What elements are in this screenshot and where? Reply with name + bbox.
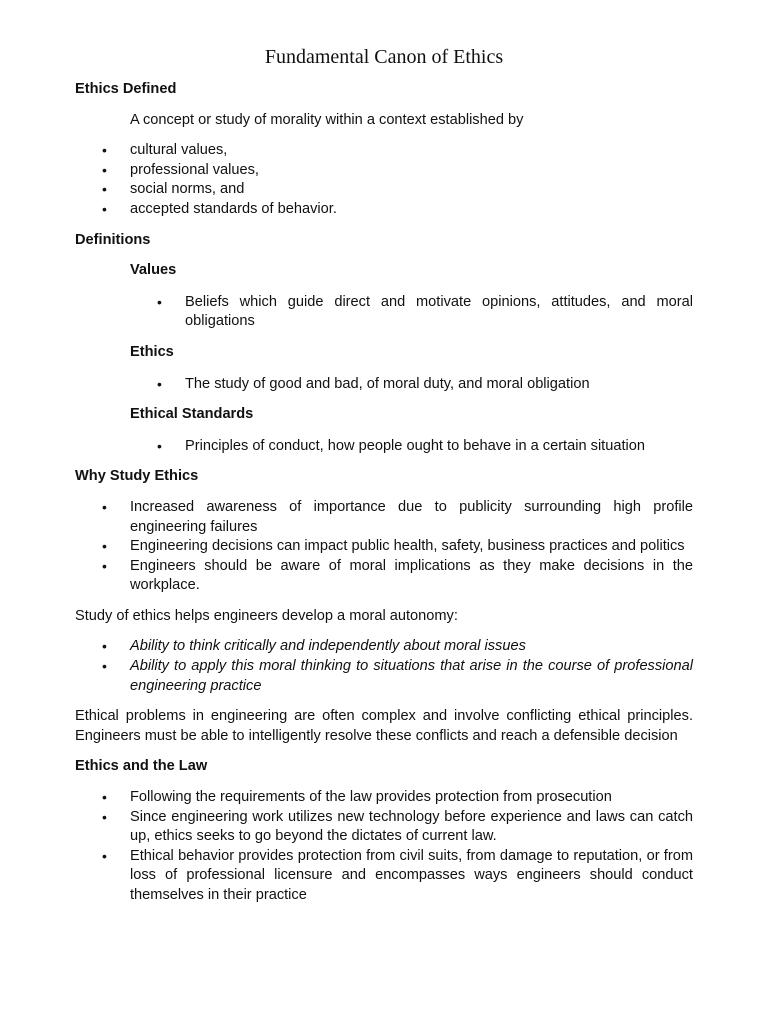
list-item: • Engineers should be aware of moral implications as they make decisions in the workplace. [102, 557, 693, 594]
bullet-icon: • [102, 789, 107, 806]
list-item: • Since engineering work utilizes new technology before experience and laws can catch up, ethics seeks to go beyond the dictates of current law. [102, 808, 693, 845]
list-item: • Ethical behavior provides protection from civil suits, from damage to reputation, or from loss of professional licensure and encompasses ways engineers should conduct themselves in their practice [102, 847, 693, 903]
bullet-icon: • [102, 557, 107, 574]
bullet-icon: • [102, 181, 107, 198]
heading-definitions: Definitions [75, 231, 151, 248]
list-item: • Principles of conduct, how people ought to behave in a certain situation [75, 437, 693, 457]
bullet-icon: • [102, 161, 107, 178]
list-item: • Increased awareness of importance due to publicity surrounding high profile engineering failures [102, 498, 693, 535]
heading-ethics-defined: Ethics Defined [75, 81, 177, 97]
ethics-defined-list [75, 141, 693, 219]
ethical-problems-paragraph: Ethical problems in engineering are often complex and involve conflicting ethical principles. Engineers must be able to intelligently resolve these conflicts and reach a defensible decision [75, 708, 693, 744]
bullet-icon: • [157, 293, 162, 310]
why-study-list [75, 498, 693, 596]
list-item: • Engineering decisions can impact public health, safety, business practices and politics [75, 537, 693, 557]
bullet-icon: • [157, 437, 162, 454]
heading-why-study-ethics: Why Study Ethics [75, 468, 199, 485]
list-item: • Beliefs which guide direct and motivate opinions, attitudes, and moral obligations [157, 293, 693, 330]
list-item: • Following the requirements of the law provides protection from prosecution [75, 788, 693, 808]
moral-autonomy-list [75, 637, 693, 696]
law-list [75, 788, 693, 906]
bullet-icon: • [102, 142, 107, 159]
document-title: Fundamental Canon of Ethics [264, 46, 504, 68]
bullet-icon: • [102, 498, 107, 515]
ethics-list [75, 375, 693, 395]
list-item: • accepted standards of behavior. [75, 200, 693, 220]
bullet-icon: • [102, 200, 107, 217]
list-item: • social norms, and [75, 180, 693, 200]
bullet-icon: • [157, 375, 162, 392]
ethics-defined-intro: A concept or study of morality within a context established by [130, 111, 524, 128]
bullet-icon: • [102, 638, 107, 655]
values-list [75, 293, 693, 332]
bullet-icon: • [102, 538, 107, 555]
list-item: • cultural values, [75, 141, 693, 161]
bullet-icon: • [102, 847, 107, 864]
standards-list [75, 437, 693, 457]
subheading-ethics: Ethics [130, 343, 174, 360]
bullet-icon: • [102, 658, 107, 675]
list-item: • professional values, [75, 161, 693, 181]
subheading-values: Values [130, 262, 177, 279]
subheading-ethical-standards: Ethical Standards [130, 406, 254, 423]
bullet-icon: • [102, 808, 107, 825]
list-item: • Ability to apply this moral thinking to situations that arise in the course of professional engineering practice [102, 658, 693, 694]
moral-autonomy-intro: Study of ethics helps engineers develop a moral autonomy: [75, 607, 458, 624]
list-item: • Ability to think critically and independently about moral issues [75, 637, 693, 657]
list-item: • The study of good and bad, of moral duty, and moral obligation [75, 375, 693, 395]
heading-ethics-and-law: Ethics and the Law [75, 758, 208, 775]
